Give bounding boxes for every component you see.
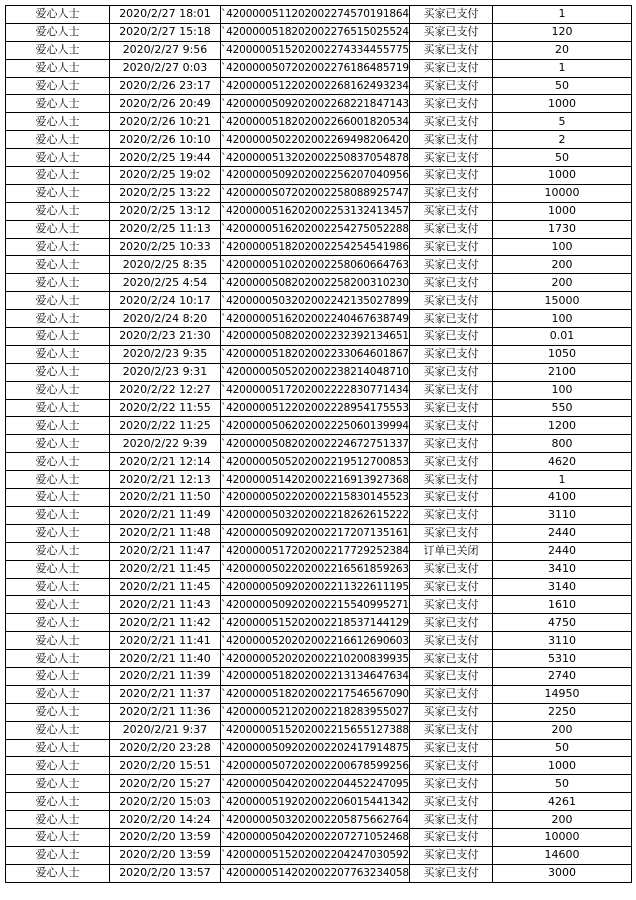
payment-time-cell: 2020/2/23 9:35 — [110, 345, 221, 363]
payment-status-cell: 买家已支付 — [410, 703, 493, 721]
payment-status-cell: 买家已支付 — [410, 363, 493, 381]
donor-name-cell: 爱心人士 — [6, 775, 110, 793]
payment-status-cell: 买家已支付 — [410, 345, 493, 363]
amount-cell: 2250 — [493, 703, 632, 721]
table-row — [6, 292, 632, 310]
payment-time-cell: 2020/2/20 15:51 — [110, 757, 221, 775]
order-number-cell: `4200000513202002250837054878 — [221, 149, 410, 167]
donation-ledger-sheet — [5, 5, 631, 883]
table-row — [6, 632, 632, 650]
order-number-cell: `4200000508202002258200310230 — [221, 274, 410, 292]
order-number-cell: `4200000504202002204452247095 — [221, 775, 410, 793]
payment-time-cell: 2020/2/26 10:21 — [110, 113, 221, 131]
order-number-cell: `4200000518202002276515025524 — [221, 23, 410, 41]
amount-cell: 1 — [493, 471, 632, 489]
payment-time-cell: 2020/2/26 10:10 — [110, 131, 221, 149]
donor-name-cell: 爱心人士 — [6, 703, 110, 721]
order-number-cell: `4200000511202002274570191864 — [221, 6, 410, 24]
payment-time-cell: 2020/2/24 10:17 — [110, 292, 221, 310]
order-number-cell: `4200000514202002207763234058 — [221, 864, 410, 882]
amount-cell: 3000 — [493, 864, 632, 882]
payment-status-cell: 买家已支付 — [410, 596, 493, 614]
amount-cell: 50 — [493, 77, 632, 95]
donor-name-cell: 爱心人士 — [6, 328, 110, 346]
donor-name-cell: 爱心人士 — [6, 292, 110, 310]
payment-time-cell: 2020/2/25 13:12 — [110, 202, 221, 220]
table-row — [6, 399, 632, 417]
amount-cell: 4261 — [493, 793, 632, 811]
amount-cell: 1000 — [493, 202, 632, 220]
donor-name-cell: 爱心人士 — [6, 793, 110, 811]
amount-cell: 200 — [493, 256, 632, 274]
payment-status-cell: 买家已支付 — [410, 310, 493, 328]
amount-cell: 3140 — [493, 578, 632, 596]
order-number-cell: `4200000506202002225060139994 — [221, 417, 410, 435]
table-row — [6, 506, 632, 524]
amount-cell: 2 — [493, 131, 632, 149]
table-row — [6, 113, 632, 131]
payment-status-cell: 买家已支付 — [410, 650, 493, 668]
payment-time-cell: 2020/2/20 15:27 — [110, 775, 221, 793]
table-row — [6, 363, 632, 381]
table-row — [6, 167, 632, 185]
payment-status-cell: 买家已支付 — [410, 6, 493, 24]
order-number-cell: `4200000503202002242135027899 — [221, 292, 410, 310]
donor-name-cell: 爱心人士 — [6, 167, 110, 185]
table-row — [6, 596, 632, 614]
payment-status-cell: 买家已支付 — [410, 757, 493, 775]
payment-time-cell: 2020/2/20 14:24 — [110, 811, 221, 829]
payment-status-cell: 买家已支付 — [410, 59, 493, 77]
table-row — [6, 578, 632, 596]
order-number-cell: `4200000502202002216561859263 — [221, 560, 410, 578]
order-number-cell: `4200000505202002238214048710 — [221, 363, 410, 381]
table-row — [6, 560, 632, 578]
payment-time-cell: 2020/2/25 11:13 — [110, 220, 221, 238]
payment-status-cell: 买家已支付 — [410, 721, 493, 739]
table-row — [6, 864, 632, 882]
amount-cell: 10000 — [493, 184, 632, 202]
donor-name-cell: 爱心人士 — [6, 685, 110, 703]
payment-status-cell: 买家已支付 — [410, 775, 493, 793]
order-number-cell: `4200000509202002215540995271 — [221, 596, 410, 614]
order-number-cell: `4200000505202002219512700853 — [221, 453, 410, 471]
amount-cell: 1000 — [493, 757, 632, 775]
payment-time-cell: 2020/2/21 11:50 — [110, 489, 221, 507]
donor-name-cell: 爱心人士 — [6, 453, 110, 471]
payment-time-cell: 2020/2/22 9:39 — [110, 435, 221, 453]
ledger-body — [6, 6, 632, 883]
donor-name-cell: 爱心人士 — [6, 113, 110, 131]
payment-status-cell: 买家已支付 — [410, 274, 493, 292]
amount-cell: 100 — [493, 381, 632, 399]
payment-time-cell: 2020/2/26 20:49 — [110, 95, 221, 113]
payment-time-cell: 2020/2/21 11:36 — [110, 703, 221, 721]
payment-time-cell: 2020/2/25 8:35 — [110, 256, 221, 274]
amount-cell: 1 — [493, 59, 632, 77]
amount-cell: 0.01 — [493, 328, 632, 346]
payment-time-cell: 2020/2/20 13:57 — [110, 864, 221, 882]
payment-status-cell: 买家已支付 — [410, 23, 493, 41]
payment-time-cell: 2020/2/25 4:54 — [110, 274, 221, 292]
amount-cell: 4100 — [493, 489, 632, 507]
payment-time-cell: 2020/2/25 10:33 — [110, 238, 221, 256]
table-row — [6, 453, 632, 471]
payment-status-cell: 买家已支付 — [410, 417, 493, 435]
payment-status-cell: 买家已支付 — [410, 489, 493, 507]
donor-name-cell: 爱心人士 — [6, 560, 110, 578]
table-row — [6, 739, 632, 757]
table-row — [6, 77, 632, 95]
order-number-cell: `4200000512202002228954175553 — [221, 399, 410, 417]
payment-time-cell: 2020/2/21 11:37 — [110, 685, 221, 703]
donor-name-cell: 爱心人士 — [6, 542, 110, 560]
order-number-cell: `4200000509202002202417914875 — [221, 739, 410, 757]
amount-cell: 2440 — [493, 524, 632, 542]
order-number-cell: `4200000507202002200678599256 — [221, 757, 410, 775]
payment-status-cell: 买家已支付 — [410, 471, 493, 489]
amount-cell: 200 — [493, 274, 632, 292]
donor-name-cell: 爱心人士 — [6, 650, 110, 668]
table-row — [6, 202, 632, 220]
table-row — [6, 703, 632, 721]
payment-time-cell: 2020/2/21 12:13 — [110, 471, 221, 489]
amount-cell: 1000 — [493, 95, 632, 113]
payment-time-cell: 2020/2/27 9:56 — [110, 41, 221, 59]
table-row — [6, 131, 632, 149]
payment-time-cell: 2020/2/21 11:43 — [110, 596, 221, 614]
donor-name-cell: 爱心人士 — [6, 811, 110, 829]
order-number-cell: `4200000517202002217729252384 — [221, 542, 410, 560]
payment-time-cell: 2020/2/21 11:41 — [110, 632, 221, 650]
donor-name-cell: 爱心人士 — [6, 614, 110, 632]
amount-cell: 800 — [493, 435, 632, 453]
payment-status-cell: 买家已支付 — [410, 614, 493, 632]
table-row — [6, 793, 632, 811]
table-row — [6, 328, 632, 346]
donor-name-cell: 爱心人士 — [6, 471, 110, 489]
donor-name-cell: 爱心人士 — [6, 399, 110, 417]
payment-status-cell: 买家已支付 — [410, 184, 493, 202]
table-row — [6, 345, 632, 363]
donor-name-cell: 爱心人士 — [6, 310, 110, 328]
payment-time-cell: 2020/2/22 12:27 — [110, 381, 221, 399]
payment-time-cell: 2020/2/26 23:17 — [110, 77, 221, 95]
donor-name-cell: 爱心人士 — [6, 596, 110, 614]
payment-status-cell: 买家已支付 — [410, 453, 493, 471]
amount-cell: 1610 — [493, 596, 632, 614]
order-number-cell: `4200000518202002266001820534 — [221, 113, 410, 131]
payment-time-cell: 2020/2/21 11:40 — [110, 650, 221, 668]
donor-name-cell: 爱心人士 — [6, 184, 110, 202]
donor-name-cell: 爱心人士 — [6, 828, 110, 846]
order-number-cell: `4200000520202002216612690603 — [221, 632, 410, 650]
donor-name-cell: 爱心人士 — [6, 41, 110, 59]
table-row — [6, 524, 632, 542]
payment-status-cell: 买家已支付 — [410, 77, 493, 95]
table-row — [6, 828, 632, 846]
table-row — [6, 238, 632, 256]
donor-name-cell: 爱心人士 — [6, 256, 110, 274]
payment-status-cell: 买家已支付 — [410, 560, 493, 578]
payment-time-cell: 2020/2/21 12:14 — [110, 453, 221, 471]
donor-name-cell: 爱心人士 — [6, 417, 110, 435]
payment-status-cell: 买家已支付 — [410, 667, 493, 685]
order-number-cell: `4200000509202002217207135161 — [221, 524, 410, 542]
order-number-cell: `4200000518202002213134647634 — [221, 667, 410, 685]
payment-status-cell: 买家已支付 — [410, 524, 493, 542]
payment-time-cell: 2020/2/21 11:48 — [110, 524, 221, 542]
donor-name-cell: 爱心人士 — [6, 95, 110, 113]
amount-cell: 50 — [493, 775, 632, 793]
payment-time-cell: 2020/2/25 19:44 — [110, 149, 221, 167]
payment-time-cell: 2020/2/20 23:28 — [110, 739, 221, 757]
amount-cell: 1 — [493, 6, 632, 24]
payment-time-cell: 2020/2/20 13:59 — [110, 846, 221, 864]
amount-cell: 50 — [493, 739, 632, 757]
order-number-cell: `4200000516202002254275052288 — [221, 220, 410, 238]
order-number-cell: `4200000507202002258088925747 — [221, 184, 410, 202]
order-number-cell: `4200000518202002233064601867 — [221, 345, 410, 363]
donor-name-cell: 爱心人士 — [6, 667, 110, 685]
amount-cell: 1200 — [493, 417, 632, 435]
amount-cell: 3410 — [493, 560, 632, 578]
payment-status-cell: 买家已支付 — [410, 685, 493, 703]
amount-cell: 50 — [493, 149, 632, 167]
order-number-cell: `4200000516202002240467638749 — [221, 310, 410, 328]
table-row — [6, 310, 632, 328]
donor-name-cell: 爱心人士 — [6, 77, 110, 95]
order-number-cell: `4200000514202002216913927368 — [221, 471, 410, 489]
order-number-cell: `4200000519202002206015441342 — [221, 793, 410, 811]
order-number-cell: `4200000509202002256207040956 — [221, 167, 410, 185]
table-row — [6, 667, 632, 685]
payment-time-cell: 2020/2/20 13:59 — [110, 828, 221, 846]
payment-time-cell: 2020/2/21 11:42 — [110, 614, 221, 632]
table-row — [6, 220, 632, 238]
payment-time-cell: 2020/2/21 11:39 — [110, 667, 221, 685]
donor-name-cell: 爱心人士 — [6, 238, 110, 256]
amount-cell: 1000 — [493, 167, 632, 185]
donor-name-cell: 爱心人士 — [6, 435, 110, 453]
payment-status-cell: 买家已支付 — [410, 864, 493, 882]
order-number-cell: `4200000510202002258060664763 — [221, 256, 410, 274]
payment-status-cell: 买家已支付 — [410, 846, 493, 864]
payment-status-cell: 买家已支付 — [410, 95, 493, 113]
payment-status-cell: 买家已支付 — [410, 793, 493, 811]
order-number-cell: `4200000512202002268162493234 — [221, 77, 410, 95]
order-number-cell: `4200000518202002254254541986 — [221, 238, 410, 256]
amount-cell: 4620 — [493, 453, 632, 471]
payment-time-cell: 2020/2/27 18:01 — [110, 6, 221, 24]
donor-name-cell: 爱心人士 — [6, 578, 110, 596]
amount-cell: 1050 — [493, 345, 632, 363]
payment-time-cell: 2020/2/21 11:45 — [110, 560, 221, 578]
order-number-cell: `4200000515202002215655127388 — [221, 721, 410, 739]
donor-name-cell: 爱心人士 — [6, 381, 110, 399]
order-number-cell: `4200000516202002253132413457 — [221, 202, 410, 220]
table-row — [6, 435, 632, 453]
table-row — [6, 274, 632, 292]
donation-ledger-table — [5, 5, 632, 883]
amount-cell: 20 — [493, 41, 632, 59]
order-number-cell: `4200000515202002274334455775 — [221, 41, 410, 59]
donor-name-cell: 爱心人士 — [6, 149, 110, 167]
payment-status-cell: 买家已支付 — [410, 220, 493, 238]
order-number-cell: `4200000515202002218537144129 — [221, 614, 410, 632]
payment-status-cell: 买家已支付 — [410, 238, 493, 256]
payment-time-cell: 2020/2/25 13:22 — [110, 184, 221, 202]
payment-status-cell: 买家已支付 — [410, 256, 493, 274]
payment-time-cell: 2020/2/20 15:03 — [110, 793, 221, 811]
payment-status-cell: 买家已支付 — [410, 435, 493, 453]
donor-name-cell: 爱心人士 — [6, 345, 110, 363]
payment-status-cell: 买家已支付 — [410, 41, 493, 59]
donor-name-cell: 爱心人士 — [6, 363, 110, 381]
amount-cell: 14950 — [493, 685, 632, 703]
payment-status-cell: 买家已支付 — [410, 292, 493, 310]
donor-name-cell: 爱心人士 — [6, 220, 110, 238]
donor-name-cell: 爱心人士 — [6, 739, 110, 757]
payment-status-cell: 买家已支付 — [410, 131, 493, 149]
table-row — [6, 417, 632, 435]
order-number-cell: `4200000504202002207271052468 — [221, 828, 410, 846]
amount-cell: 2740 — [493, 667, 632, 685]
payment-status-cell: 买家已支付 — [410, 578, 493, 596]
order-number-cell: `4200000509202002211322611195 — [221, 578, 410, 596]
payment-time-cell: 2020/2/23 21:30 — [110, 328, 221, 346]
donor-name-cell: 爱心人士 — [6, 6, 110, 24]
payment-status-cell: 买家已支付 — [410, 739, 493, 757]
payment-status-cell: 买家已支付 — [410, 202, 493, 220]
amount-cell: 5310 — [493, 650, 632, 668]
order-number-cell: `4200000521202002218283955027 — [221, 703, 410, 721]
amount-cell: 3110 — [493, 506, 632, 524]
table-row — [6, 846, 632, 864]
payment-time-cell: 2020/2/22 11:55 — [110, 399, 221, 417]
payment-status-cell: 买家已支付 — [410, 167, 493, 185]
payment-status-cell: 买家已支付 — [410, 113, 493, 131]
donor-name-cell: 爱心人士 — [6, 202, 110, 220]
amount-cell: 550 — [493, 399, 632, 417]
payment-time-cell: 2020/2/21 11:49 — [110, 506, 221, 524]
table-row — [6, 650, 632, 668]
donor-name-cell: 爱心人士 — [6, 23, 110, 41]
order-number-cell: `4200000517202002222830771434 — [221, 381, 410, 399]
payment-time-cell: 2020/2/24 8:20 — [110, 310, 221, 328]
order-number-cell: `4200000507202002276186485719 — [221, 59, 410, 77]
donor-name-cell: 爱心人士 — [6, 489, 110, 507]
order-number-cell: `4200000503202002205875662764 — [221, 811, 410, 829]
table-row — [6, 614, 632, 632]
donor-name-cell: 爱心人士 — [6, 59, 110, 77]
donor-name-cell: 爱心人士 — [6, 757, 110, 775]
table-row — [6, 811, 632, 829]
payment-time-cell: 2020/2/23 9:31 — [110, 363, 221, 381]
donor-name-cell: 爱心人士 — [6, 632, 110, 650]
order-number-cell: `4200000502202002269498206420 — [221, 131, 410, 149]
order-number-cell: `4200000508202002232392134651 — [221, 328, 410, 346]
table-row — [6, 95, 632, 113]
amount-cell: 2100 — [493, 363, 632, 381]
payment-time-cell: 2020/2/21 11:47 — [110, 542, 221, 560]
donor-name-cell: 爱心人士 — [6, 864, 110, 882]
table-row — [6, 775, 632, 793]
donor-name-cell: 爱心人士 — [6, 721, 110, 739]
payment-status-cell: 订单已关闭 — [410, 542, 493, 560]
donor-name-cell: 爱心人士 — [6, 846, 110, 864]
order-number-cell: `4200000518202002217546567090 — [221, 685, 410, 703]
order-number-cell: `4200000515202002204247030592 — [221, 846, 410, 864]
donor-name-cell: 爱心人士 — [6, 274, 110, 292]
table-row — [6, 542, 632, 560]
amount-cell: 5 — [493, 113, 632, 131]
payment-status-cell: 买家已支付 — [410, 328, 493, 346]
payment-time-cell: 2020/2/27 15:18 — [110, 23, 221, 41]
amount-cell: 100 — [493, 238, 632, 256]
table-row — [6, 685, 632, 703]
payment-time-cell: 2020/2/25 19:02 — [110, 167, 221, 185]
payment-status-cell: 买家已支付 — [410, 506, 493, 524]
donor-name-cell: 爱心人士 — [6, 524, 110, 542]
table-row — [6, 41, 632, 59]
table-row — [6, 184, 632, 202]
donor-name-cell: 爱心人士 — [6, 131, 110, 149]
amount-cell: 120 — [493, 23, 632, 41]
table-row — [6, 757, 632, 775]
amount-cell: 200 — [493, 811, 632, 829]
amount-cell: 1730 — [493, 220, 632, 238]
payment-status-cell: 买家已支付 — [410, 811, 493, 829]
order-number-cell: `4200000503202002218262615222 — [221, 506, 410, 524]
payment-status-cell: 买家已支付 — [410, 399, 493, 417]
amount-cell: 10000 — [493, 828, 632, 846]
payment-status-cell: 买家已支付 — [410, 632, 493, 650]
payment-time-cell: 2020/2/22 11:25 — [110, 417, 221, 435]
order-number-cell: `4200000509202002268221847143 — [221, 95, 410, 113]
payment-time-cell: 2020/2/21 9:37 — [110, 721, 221, 739]
payment-time-cell: 2020/2/21 11:45 — [110, 578, 221, 596]
amount-cell: 4750 — [493, 614, 632, 632]
table-row — [6, 23, 632, 41]
table-row — [6, 59, 632, 77]
amount-cell: 15000 — [493, 292, 632, 310]
order-number-cell: `4200000520202002210200839935 — [221, 650, 410, 668]
donor-name-cell: 爱心人士 — [6, 506, 110, 524]
payment-status-cell: 买家已支付 — [410, 828, 493, 846]
amount-cell: 14600 — [493, 846, 632, 864]
payment-status-cell: 买家已支付 — [410, 381, 493, 399]
amount-cell: 3110 — [493, 632, 632, 650]
table-row — [6, 6, 632, 24]
amount-cell: 2440 — [493, 542, 632, 560]
payment-status-cell: 买家已支付 — [410, 149, 493, 167]
table-row — [6, 256, 632, 274]
order-number-cell: `4200000508202002224672751337 — [221, 435, 410, 453]
table-row — [6, 381, 632, 399]
amount-cell: 100 — [493, 310, 632, 328]
table-row — [6, 721, 632, 739]
payment-time-cell: 2020/2/27 0:03 — [110, 59, 221, 77]
amount-cell: 200 — [493, 721, 632, 739]
table-row — [6, 489, 632, 507]
order-number-cell: `4200000502202002215830145523 — [221, 489, 410, 507]
table-row — [6, 149, 632, 167]
table-row — [6, 471, 632, 489]
